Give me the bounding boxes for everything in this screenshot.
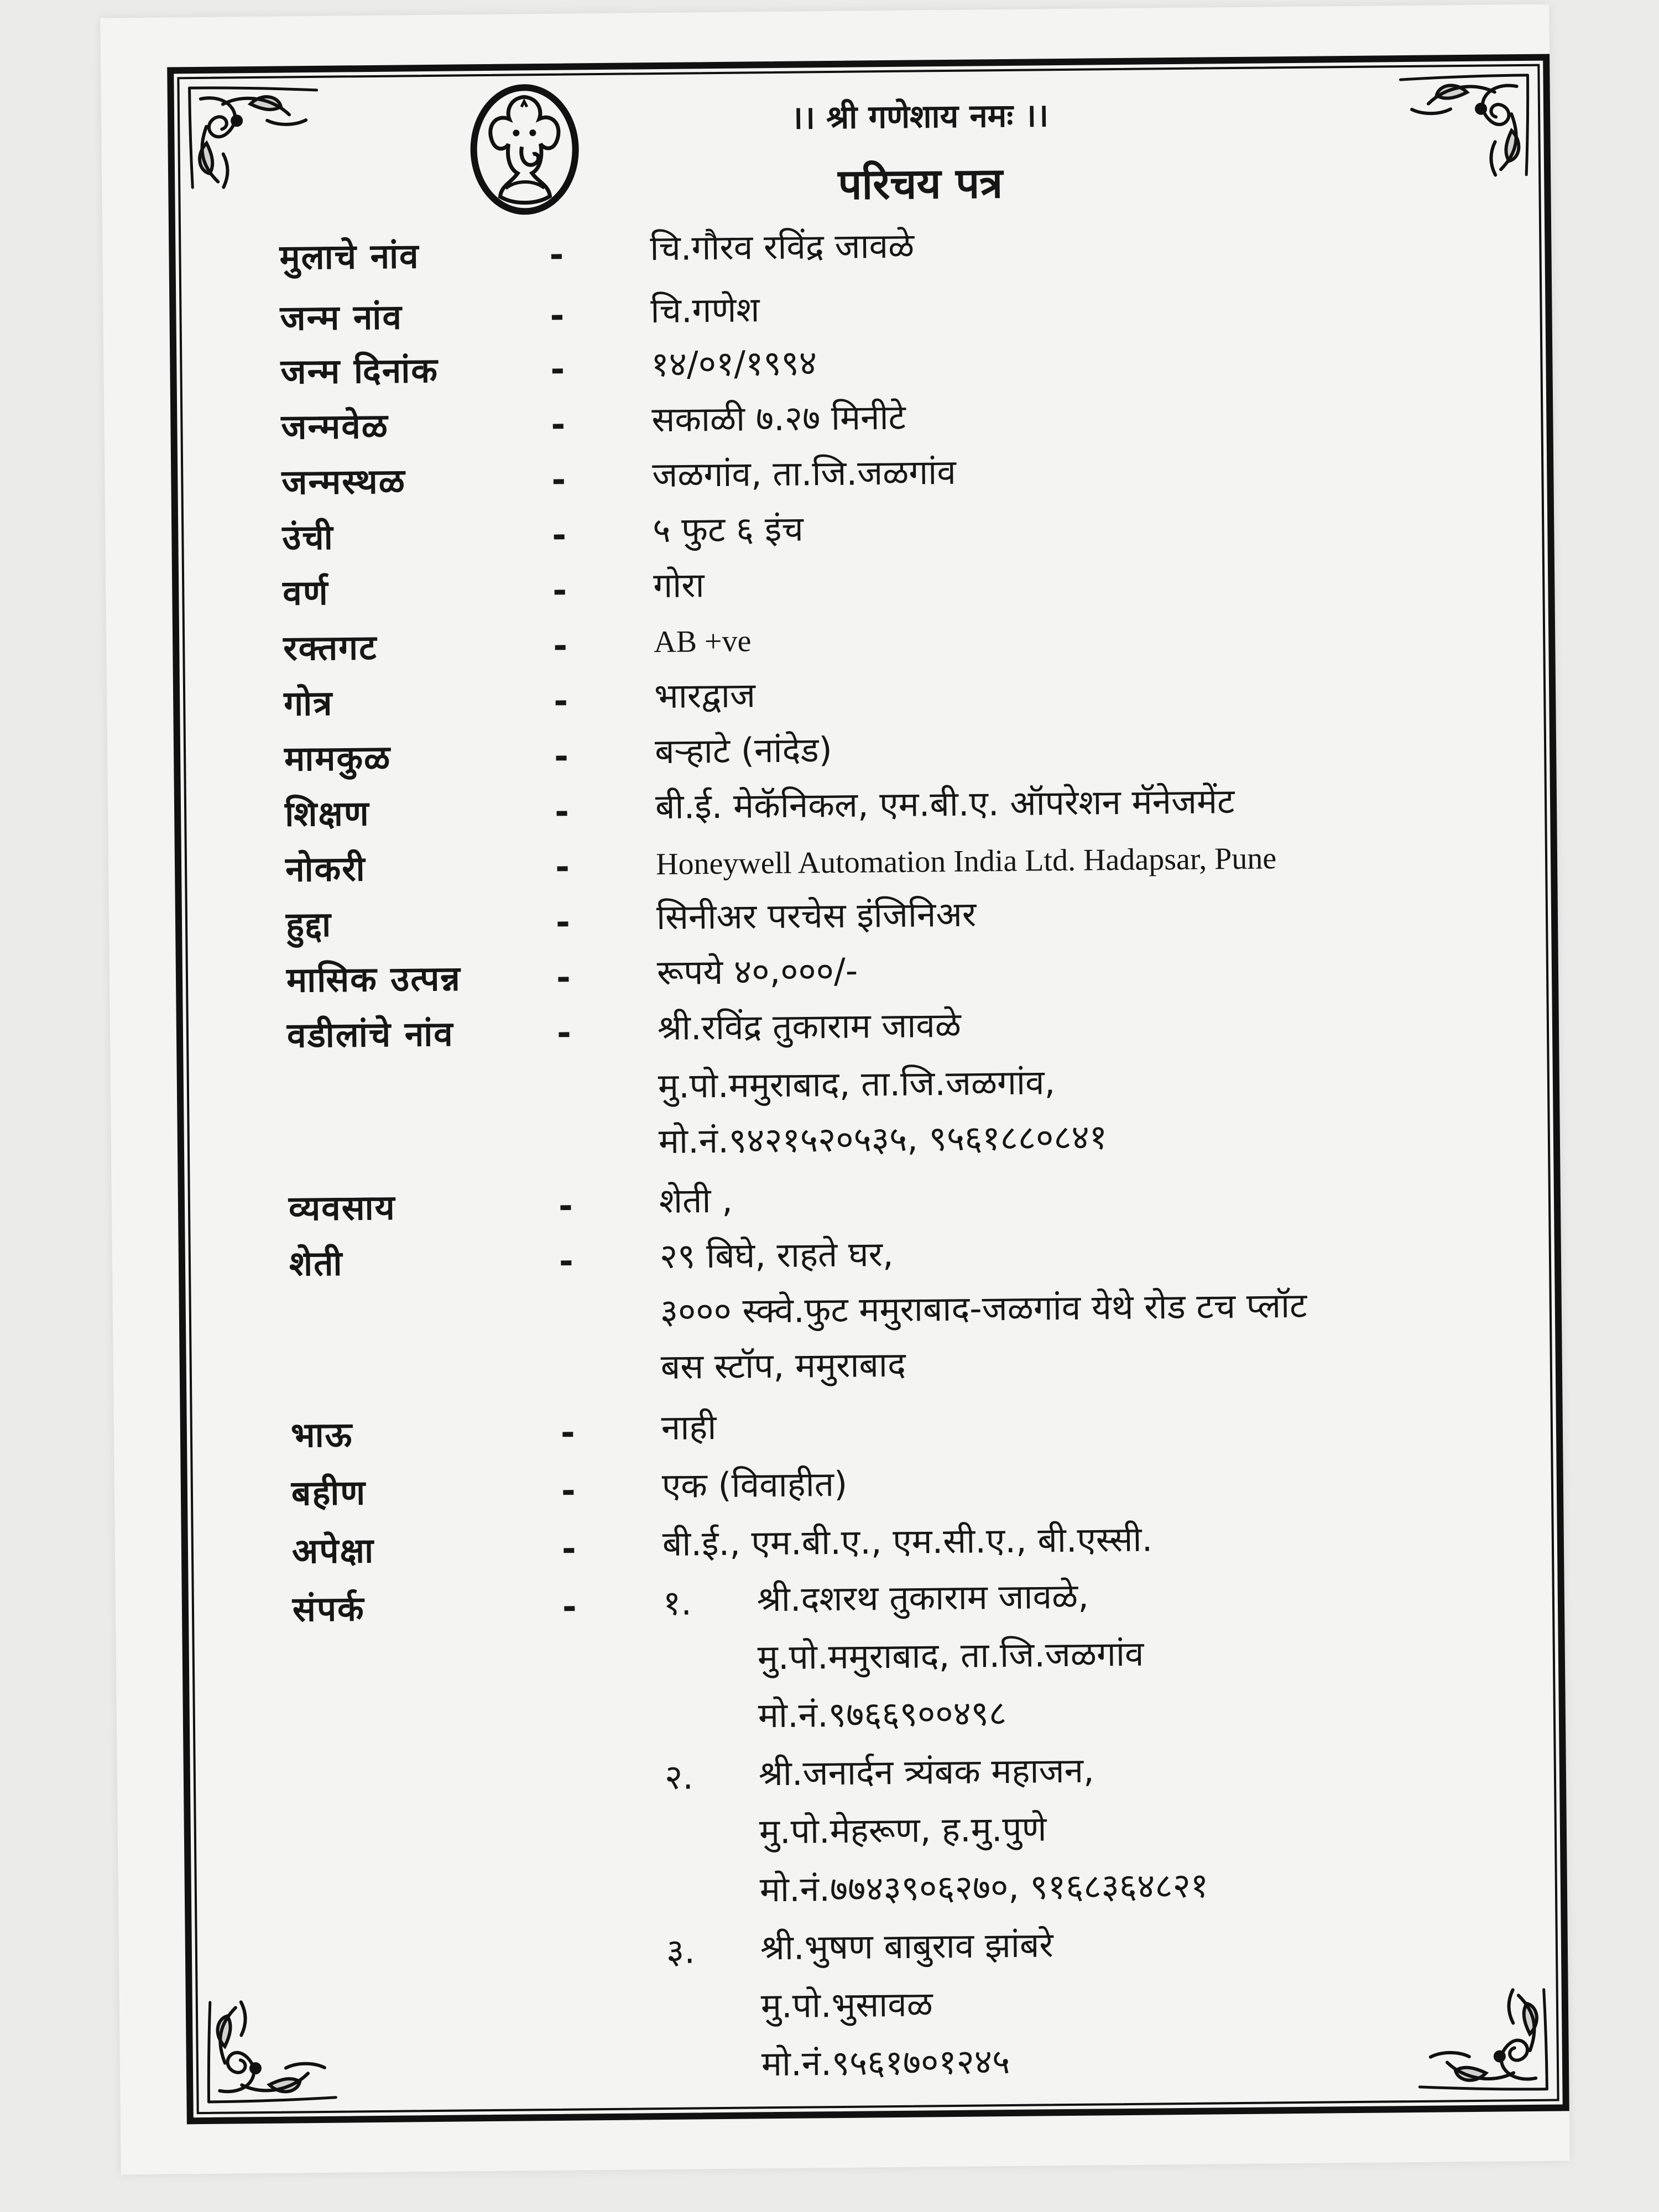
- field-value: २९ बिघे, राहते घर,: [659, 1234, 894, 1277]
- field-value-line: मु.पो.ममुराबाद, ता.जि.जळगांव,: [658, 1062, 1056, 1107]
- field-label: नोकरी: [285, 848, 366, 890]
- field-value: बऱ्हाटे (नांदेड): [654, 729, 833, 772]
- field-separator: -: [551, 459, 566, 500]
- field-value: चि.गौरव रविंद्र जावळे: [650, 225, 915, 269]
- contact-line: मो.नं.९७६६९००४९८: [758, 1693, 1007, 1736]
- field-separator: -: [556, 1012, 572, 1053]
- field-value-line: बस स्टॉप, ममुराबाद: [660, 1344, 906, 1387]
- field-label: गोत्र: [283, 682, 333, 724]
- field-label: उंची: [282, 517, 335, 558]
- field-separator: -: [552, 625, 568, 666]
- field-value: सिनीअर परचेस इंजिनिअर: [656, 894, 977, 938]
- field-separator: -: [562, 1586, 577, 1627]
- field-label: अपेक्षा: [291, 1530, 375, 1572]
- contact-line: मो.नं.७७४३९०६२७०, ९१६८३६४८२१: [759, 1865, 1209, 1910]
- field-value: गोरा: [653, 565, 705, 606]
- field-separator: -: [551, 404, 566, 445]
- field-value: श्री.रविंद्र तुकाराम जावळे: [657, 1004, 962, 1048]
- field-separator: -: [561, 1528, 577, 1569]
- field-label: वडीलांचे नांव: [286, 1013, 455, 1056]
- contact-number: १.: [662, 1582, 692, 1624]
- field-label: वर्ण: [282, 572, 329, 613]
- ganesha-emblem-icon: [466, 80, 583, 219]
- contact-line: श्री.जनार्दन त्र्यंबक महाजन,: [758, 1750, 1094, 1794]
- invocation-heading: ।। श्री गणेशाय नमः ।।: [790, 96, 1049, 137]
- field-label: शिक्षण: [284, 793, 371, 834]
- corner-ornament-top-left: [184, 81, 328, 193]
- field-value: भारद्वाज: [654, 675, 756, 717]
- field-value: Honeywell Automation India Ltd. Hadapsar, Pune: [655, 841, 1277, 882]
- field-separator: -: [559, 1240, 574, 1281]
- field-separator: -: [554, 735, 569, 776]
- field-value: बी.ई. मेकॅनिकल, एम.बी.ए. ऑपरेशन मॅनेजमेंट: [655, 781, 1235, 827]
- field-label: जन्म दिनांक: [280, 349, 439, 392]
- document-sheet: [100, 4, 1569, 2175]
- contact-line: मु.पो.मेहरूण, ह.मु.पुणे: [759, 1808, 1047, 1852]
- field-label: रक्तगट: [283, 627, 378, 669]
- field-value-line: मो.नं.९४२१५२०५३५, ९५६१८८०८४१: [658, 1117, 1108, 1162]
- field-separator: -: [549, 234, 564, 275]
- field-value: चि.गणेश: [650, 289, 760, 331]
- field-value: एक (विवाहीत): [661, 1463, 848, 1506]
- field-label: जन्म नांव: [280, 296, 403, 338]
- field-label: हुद्दा: [285, 904, 332, 945]
- field-separator: -: [552, 570, 567, 611]
- contact-label: संपर्क: [292, 1588, 366, 1630]
- field-value: सकाळी ७.२७ मिनीटे: [651, 397, 906, 440]
- field-separator: -: [550, 348, 565, 389]
- field-label: व्यवसाय: [288, 1187, 396, 1229]
- field-separator: -: [554, 791, 570, 832]
- contact-number: ३.: [666, 1931, 696, 1971]
- field-separator: -: [550, 295, 565, 336]
- document-title: परिचय पत्र: [837, 158, 1003, 209]
- field-label: मासिक उत्पन्न: [286, 958, 462, 1000]
- contact-line: मो.नं.९५६१७०१२४५: [761, 2041, 1010, 2084]
- field-value: नाही: [661, 1407, 717, 1448]
- corner-ornament-top-right: [1389, 70, 1534, 181]
- field-value: AB +ve: [653, 624, 752, 660]
- corner-ornament-bottom-right: [1408, 1984, 1553, 2096]
- field-separator: -: [555, 846, 570, 887]
- field-label: जन्मस्थळ: [281, 461, 406, 503]
- field-value: जळगांव, ता.जि.जळगांव: [651, 451, 957, 495]
- contact-line: मु.पो.ममुराबाद, ता.जि.जळगांव: [757, 1633, 1144, 1678]
- field-separator: -: [558, 1185, 573, 1226]
- contact-line: श्री.दशरथ तुकाराम जावळे,: [757, 1575, 1089, 1620]
- corner-ornament-bottom-left: [202, 1996, 347, 2107]
- contact-line: मु.पो.भुसावळ: [760, 1984, 933, 2026]
- field-value: रूपये ४०,०००/-: [656, 950, 858, 993]
- field-value: १४/०१/१९९४: [651, 342, 817, 385]
- field-label: मामकुळ: [284, 737, 392, 779]
- contact-line: श्री.भुषण बाबुराव झांबरे: [760, 1924, 1053, 1968]
- field-separator: -: [556, 957, 571, 998]
- field-value: बी.ई., एम.बी.ए., एम.सी.ए., बी.एस्सी.: [662, 1519, 1153, 1564]
- field-label: बहीण: [291, 1472, 367, 1514]
- field-value: ५ फुट ६ इंच: [652, 508, 804, 551]
- field-label: शेती: [289, 1243, 343, 1284]
- field-value-line: ३००० स्क्वे.फुट ममुराबाद-जळगांव येथे रोड टच प्लॉट: [660, 1285, 1307, 1332]
- field-separator: -: [553, 680, 568, 721]
- contact-number: २.: [664, 1756, 694, 1798]
- field-label: मुलाचे नांव: [279, 236, 420, 278]
- field-label: भाऊ: [290, 1414, 353, 1455]
- field-separator: -: [552, 514, 567, 555]
- field-label: जन्मवेळ: [281, 405, 389, 447]
- field-value: शेती ,: [659, 1180, 733, 1222]
- field-separator: -: [555, 901, 571, 942]
- field-separator: -: [561, 1470, 576, 1511]
- field-separator: -: [560, 1412, 576, 1453]
